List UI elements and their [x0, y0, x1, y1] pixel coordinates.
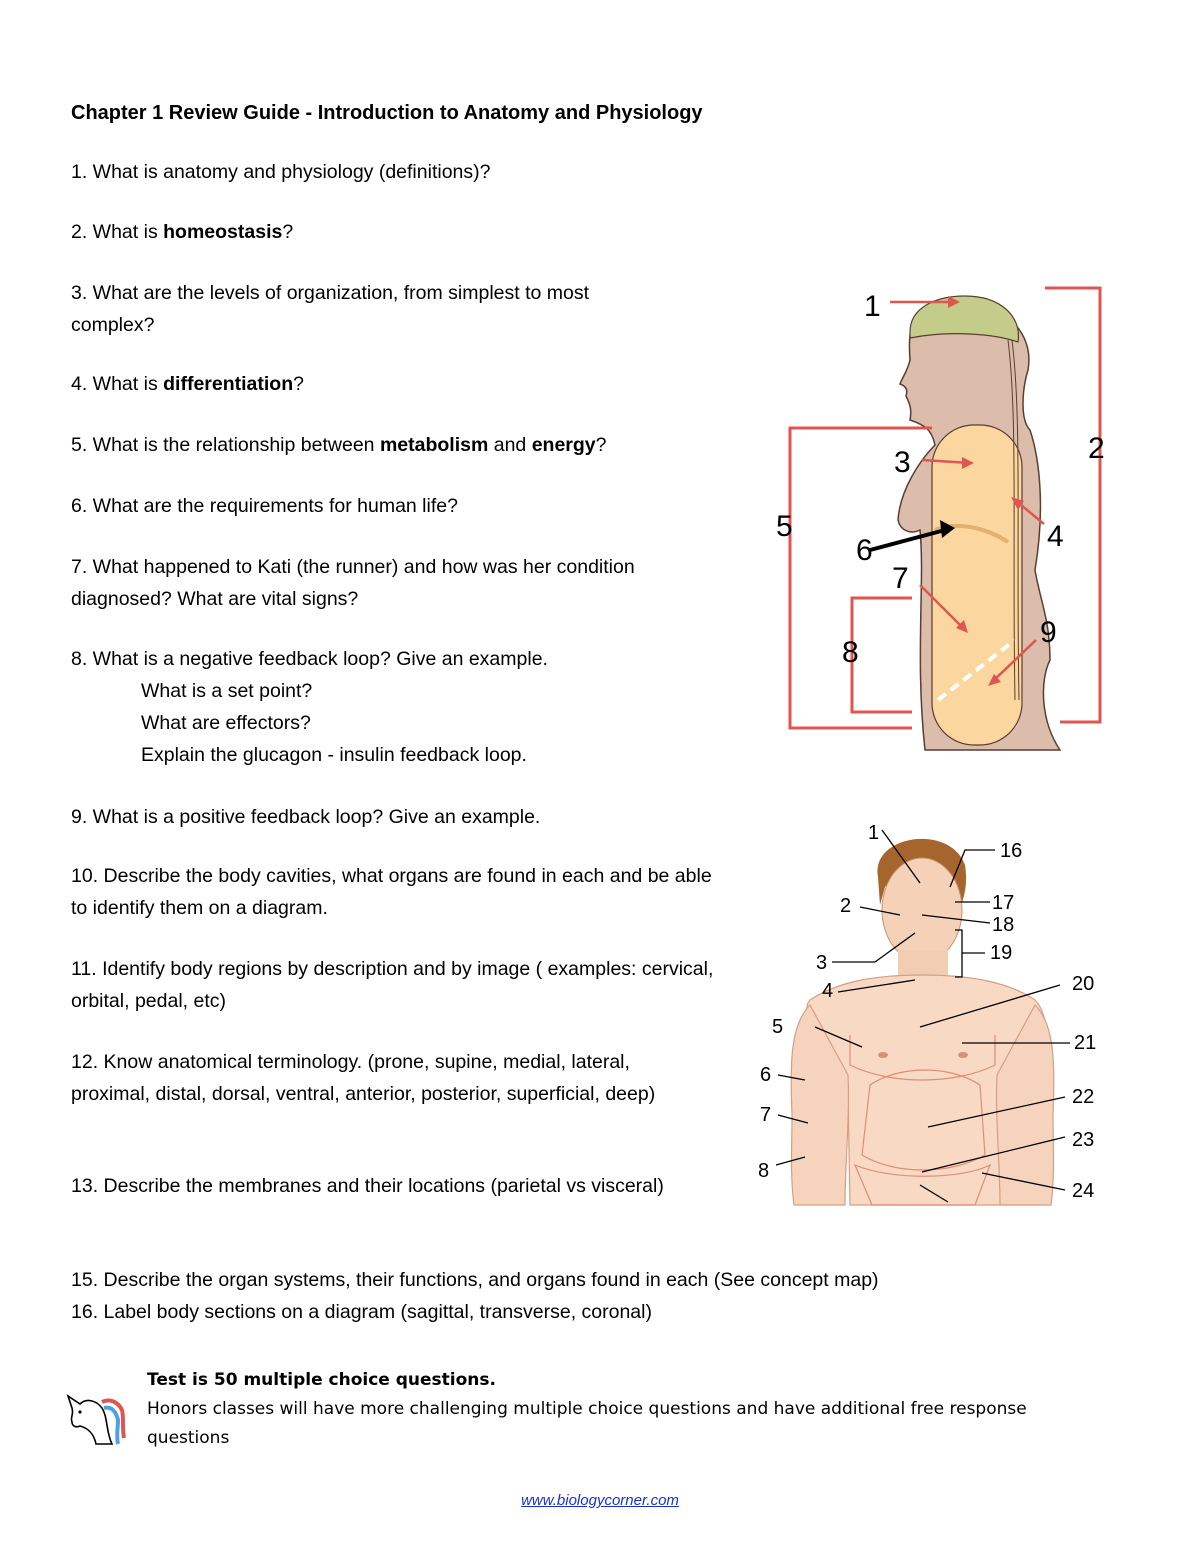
cavity-label-7: 7 [892, 562, 909, 595]
region-label-22: 22 [1072, 1086, 1095, 1108]
question-10: 10. Describe the body cavities, what organs are found in each and be able to identify them on a diagram. [71, 865, 712, 919]
body-cavity-diagram [760, 280, 1120, 760]
region-label-3: 3 [816, 952, 828, 974]
cavity-label-2: 2 [1088, 432, 1105, 465]
question-13: 13. Describe the membranes and their locations (parietal vs visceral) [71, 1175, 664, 1197]
question-2: 2. What is homeostasis? [71, 221, 294, 243]
region-label-4: 4 [822, 980, 834, 1002]
region-label-1: 1 [868, 822, 880, 844]
ventral-cavity [932, 425, 1022, 745]
question-1: 1. What is anatomy and physiology (definitions)? [71, 161, 491, 183]
question-16: 16. Label body sections on a diagram (sagittal, transverse, coronal) [71, 1301, 652, 1323]
question-12: 12. Know anatomical terminology. (prone, supine, medial, lateral, proximal, distal, dorsal, ventral, anterior, posterior, superficial, deep) [71, 1051, 656, 1105]
cavity-label-8: 8 [842, 636, 859, 669]
cavity-label-1: 1 [864, 290, 881, 323]
bracket-2 [1045, 288, 1100, 722]
region-label-19: 19 [990, 942, 1013, 964]
question-7: 7. What happened to Kati (the runner) and how was her condition diagnosed? What are vital signs? [71, 556, 635, 610]
cavity-label-4: 4 [1047, 520, 1064, 553]
question-3: 3. What are the levels of organization, from simplest to most complex? [71, 282, 590, 336]
question-8-main: 8. What is a negative feedback loop? Give an example. [71, 648, 548, 670]
region-label-21: 21 [1074, 1032, 1097, 1054]
question-8-glucagon: Explain the glucagon - insulin feedback loop. [141, 744, 527, 766]
test-note [147, 1366, 1077, 1453]
bracket-5 [790, 428, 932, 728]
nipple-right [958, 1052, 968, 1058]
test-note-line1: Test is 50 multiple choice questions. [147, 1370, 496, 1390]
region-label-20: 20 [1072, 973, 1095, 995]
question-8-effectors: What are effectors? [141, 712, 311, 734]
question-5: 5. What is the relationship between metabolism and energy? [71, 434, 607, 456]
bracket-8 [852, 598, 912, 712]
region-label-8: 8 [758, 1160, 770, 1182]
unicorn-icon [66, 1388, 130, 1448]
region-label-18: 18 [992, 914, 1015, 936]
body-regions-diagram [750, 815, 1110, 1210]
region-label-2: 2 [840, 895, 852, 917]
cavity-label-9: 9 [1040, 616, 1057, 649]
nipple-left [878, 1052, 888, 1058]
region-label-5: 5 [772, 1016, 784, 1038]
cavity-label-3: 3 [894, 446, 911, 479]
region-label-7: 7 [760, 1104, 772, 1126]
question-15: 15. Describe the organ systems, their functions, and organs found in each (See concept map) [71, 1269, 879, 1291]
question-6: 6. What are the requirements for human life? [71, 495, 458, 517]
head [882, 858, 962, 962]
region-label-6: 6 [760, 1064, 772, 1086]
test-note-line2: Honors classes will have more challenging multiple choice questions and have additional free response questions [147, 1399, 1027, 1448]
cavity-label-6: 6 [856, 534, 873, 567]
region-label-17: 17 [992, 892, 1015, 914]
region-label-24: 24 [1072, 1180, 1095, 1202]
region-label-16: 16 [1000, 840, 1023, 862]
question-8-set-point: What is a set point? [141, 680, 313, 702]
question-8 [71, 643, 721, 771]
question-9: 9. What is a positive feedback loop? Give an example. [71, 806, 541, 828]
question-4: 4. What is differentiation? [71, 373, 304, 395]
footer-link[interactable]: www.biologycorner.com [521, 1492, 679, 1509]
footer [0, 1492, 1200, 1509]
question-11: 11. Identify body regions by description and by image ( examples: cervical, orbital, pedal, etc) [71, 958, 714, 1012]
page-title: Chapter 1 Review Guide - Introduction to Anatomy and Physiology [71, 102, 703, 124]
cavity-label-5: 5 [776, 510, 793, 543]
region-label-23: 23 [1072, 1129, 1095, 1151]
